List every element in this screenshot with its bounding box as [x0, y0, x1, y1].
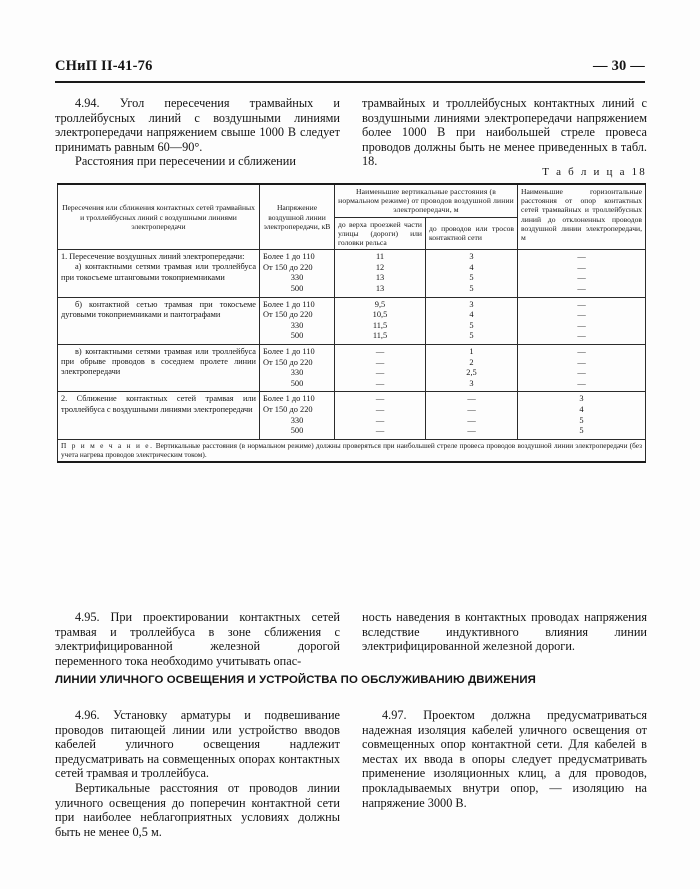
voltage-value: От 150 до 220 — [263, 262, 313, 272]
p495-column-left — [55, 610, 340, 668]
value: — — [577, 378, 586, 388]
row-1b-description — [58, 297, 260, 344]
value: 2 — [469, 357, 474, 367]
value: — — [577, 262, 586, 272]
p497-column — [362, 708, 647, 839]
header-horizontal-distances: Наименьшие горизонтальные расстояния от опор контактных сетей трамвайных и троллейбусных линий до отклоненных проводов воздушной линии электропередачи, м — [518, 184, 646, 250]
value: — — [577, 357, 586, 367]
voltage-value: От 150 до 220 — [263, 310, 313, 320]
value: 5 — [469, 273, 474, 283]
table-note-row — [58, 439, 646, 462]
row-1b-sub: б) контактной сетью трамвая при токосъеме дуговыми токоприемниками и пантографами — [61, 299, 256, 319]
header-rule — [55, 81, 645, 83]
voltage-value: От 150 до 220 — [263, 357, 313, 367]
intro-column-right — [362, 96, 647, 169]
value: 5 — [579, 426, 584, 436]
value: 4 — [579, 404, 584, 414]
header-voltage: Напряжение воздушной линии электропередачи, кВ — [260, 184, 335, 250]
voltage-value: От 150 до 220 — [263, 404, 313, 414]
value: — — [467, 394, 476, 404]
value: — — [375, 378, 385, 388]
table-note — [58, 439, 646, 462]
value: — — [577, 252, 586, 262]
row-1v-horizontal — [518, 344, 646, 391]
row-1b-vertical-roadway — [335, 297, 426, 344]
standard-code: СНиП II-41-76 — [55, 58, 153, 74]
value: — — [375, 426, 385, 436]
row-1v-vertical-roadway — [335, 344, 426, 391]
note-text: Вертикальные расстояния (в нормальном режиме) должны проверяться при наибольшей стреле провеса проводов воздушной линии электропередачи (без учета нагрева проводов электрическим током). — [61, 440, 642, 459]
paragraphs-4-96-4-97-columns — [55, 708, 647, 839]
value: 5 — [469, 320, 474, 330]
value: 3 — [469, 299, 474, 309]
value: 9,5 — [374, 299, 386, 309]
paragraph-4-95-left: 4.95. При проектировании контактных сетей трамвая и троллейбуса в зоне сближения с электрифицированной железной дорогой переменного тока необходимо учитывать опас- — [55, 610, 340, 668]
value: — — [577, 346, 586, 356]
voltage-value: Более 1 до 110 — [263, 346, 315, 356]
row-1v-sub: в) контактными сетями трамвая или троллейбуса при обрыве проводов в соседнем пролете линии электропередачи — [61, 346, 256, 377]
value: 11,5 — [372, 331, 388, 341]
value: — — [577, 310, 586, 320]
value: 3 — [469, 378, 474, 388]
paragraph-4-95-right: ность наведения в контактных проводах напряжения вследствие индуктивного влияния линии электрифицированной железной дороги. — [362, 610, 647, 654]
row-2-vertical-roadway — [335, 392, 426, 439]
row-1b-voltage — [260, 297, 335, 344]
voltage-value: 330 — [290, 273, 304, 283]
value: — — [467, 415, 476, 425]
value: 1 — [469, 346, 474, 356]
row-1b-horizontal — [518, 297, 646, 344]
header-to-contact-wires: до проводов или тросов контактной сети — [426, 217, 518, 250]
header-group-vertical-distances: Наименьшие вертикальные расстояния (в нормальном режиме) от проводов воздушной линии электропередачи, м — [335, 184, 518, 217]
row-1a-description — [58, 250, 260, 297]
paragraph-4-94: 4.94. Угол пересечения трамвайных и троллейбусных линий с воздушными линиями электропередачи напряжением свыше 1000 В следует принимать равным 60—90°. — [55, 96, 340, 154]
value: — — [577, 368, 586, 378]
value: — — [375, 415, 385, 425]
table-18 — [57, 183, 646, 463]
paragraph-4-95-columns — [55, 610, 647, 668]
voltage-value: 500 — [290, 284, 304, 293]
row-1v-voltage — [260, 344, 335, 391]
voltage-value: 500 — [290, 378, 304, 388]
row-2-description — [58, 392, 260, 439]
table-header-row-1 — [58, 184, 646, 217]
running-head — [55, 58, 645, 75]
voltage-value: Более 1 до 110 — [263, 299, 315, 309]
voltage-value: 330 — [290, 320, 304, 330]
table-caption: Т а б л и ц а 18 — [542, 166, 647, 178]
p495-column-right — [362, 610, 647, 668]
row-1v-vertical-wires — [426, 344, 518, 391]
value: 5 — [469, 331, 474, 341]
header-to-roadway-top: до верха проезжей части улицы (дороги) или головки рельса — [335, 217, 426, 250]
paragraph-distances-lead: Расстояния при пересечении и сближении — [75, 154, 296, 169]
voltage-value: 500 — [290, 426, 304, 436]
value: — — [375, 404, 385, 414]
row-2-voltage — [260, 392, 335, 439]
section-heading: ЛИНИИ УЛИЧНОГО ОСВЕЩЕНИЯ И УСТРОЙСТВА ПО ОБСЛУЖИВАНИЮ ДВИЖЕНИЯ — [55, 674, 536, 686]
value: — — [577, 284, 586, 293]
value: — — [577, 299, 586, 309]
value: 12 — [375, 262, 385, 272]
row-1a-main: 1. Пересечение воздушных линий электропередачи: — [61, 252, 245, 262]
paragraph-4-97: 4.97. Проектом должна предусматриваться надежная изоляция кабелей уличного освещения от совмещенных опор контактной сети. Для кабелей в местах их ввода в опоры следует предусматривать применение изоляционных клиц, а для проводов, прокладываемых внутри опор, — изоляцию на напряжение 3000 В. — [362, 708, 647, 810]
value: 11,5 — [372, 320, 388, 330]
row-1b-vertical-wires — [426, 297, 518, 344]
intro-columns — [55, 96, 647, 169]
paragraph-4-96-b: Вертикальные расстояния от проводов линии уличного освещения до поперечин контактной сети при наиболее неблагоприятных условиях должны быть не менее 0,5 м. — [55, 780, 340, 839]
table-row — [58, 392, 646, 439]
row-2-horizontal — [518, 392, 646, 439]
value: — — [375, 368, 385, 378]
value: — — [467, 426, 476, 436]
value: — — [467, 404, 476, 414]
header-intersections: Пересечения или сближения контактных сетей трамвайных и троллейбусных линий с воздушными линиями электропередачи — [58, 184, 260, 250]
table-row — [58, 250, 646, 297]
value: — — [577, 273, 586, 283]
value: — — [577, 331, 586, 341]
table-row — [58, 297, 646, 344]
value: 5 — [469, 284, 474, 293]
paragraph-distances-cont: трамвайных и троллейбусных контактных линий с воздушными линиями электропередачи напряжением более 1000 В при наибольшей стреле провеса проводов должны быть не менее приведенных в табл. 18. — [362, 96, 647, 169]
voltage-value: 500 — [290, 331, 304, 341]
table-18-wrapper — [57, 183, 645, 463]
intro-column-left — [55, 96, 340, 169]
value: — — [375, 394, 385, 404]
row-1a-vertical-roadway — [335, 250, 426, 297]
value: 2,5 — [466, 368, 477, 378]
value: 11 — [375, 252, 385, 262]
value: 13 — [375, 284, 385, 293]
row-1a-sub: а) контактными сетями трамвая или троллейбуса при токосъеме штанговыми токоприемниками — [61, 262, 256, 282]
value: — — [375, 346, 385, 356]
voltage-value: Более 1 до 110 — [263, 394, 315, 404]
row-1a-vertical-wires — [426, 250, 518, 297]
page-folio: — 30 — — [593, 58, 645, 74]
value: 3 — [469, 252, 474, 262]
voltage-value: Более 1 до 110 — [263, 252, 315, 262]
p496-column — [55, 708, 340, 839]
paragraph-4-96: 4.96. Установку арматуры и подвешивание проводов питающей линии или устройство вводов кабелей уличного освещения надлежит предусматривать на совмещенных опорах контактных сетей трамвая и троллейбуса. — [55, 708, 340, 781]
value: 4 — [469, 262, 474, 272]
value: 5 — [579, 415, 584, 425]
value: — — [375, 357, 385, 367]
row-2-vertical-wires — [426, 392, 518, 439]
voltage-value: 330 — [290, 368, 304, 378]
value: 4 — [469, 310, 474, 320]
value: 10,5 — [372, 310, 388, 320]
row-1a-voltage — [260, 250, 335, 297]
row-2-main: 2. Сближение контактных сетей трамвая или троллейбуса с воздушными линиями электропередачи — [61, 394, 256, 414]
value: — — [577, 320, 586, 330]
value: 3 — [579, 394, 584, 404]
note-label: П р и м е ч а н и е. — [61, 440, 154, 450]
voltage-value: 330 — [290, 415, 304, 425]
table-row — [58, 344, 646, 391]
row-1a-horizontal — [518, 250, 646, 297]
value: 13 — [375, 273, 385, 283]
row-1v-description — [58, 344, 260, 391]
